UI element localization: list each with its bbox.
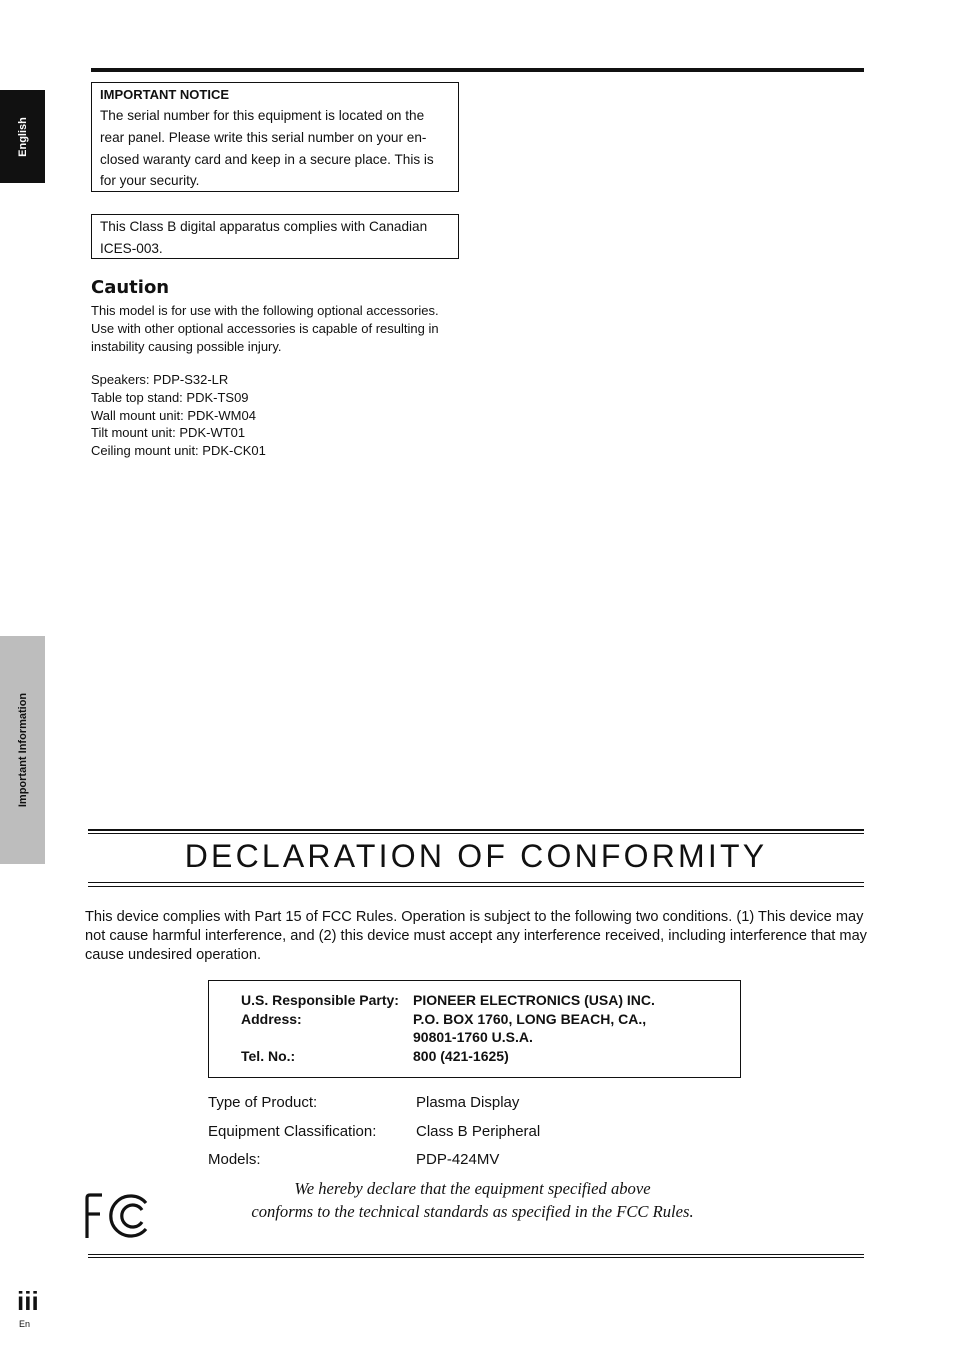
page-number: iii [17, 1286, 39, 1316]
language-tab [0, 90, 45, 183]
important-notice-line: The serial number for this equipment is located on the [100, 108, 425, 123]
important-notice-line: for your security. [100, 173, 200, 189]
party-label: Tel. No.: [241, 1047, 296, 1064]
spec-row [208, 1092, 540, 1121]
caution-text [91, 302, 463, 355]
section-tab [0, 636, 45, 864]
accessory-item: Wall mount unit: PDK-WM04 [91, 407, 256, 423]
accessory-item: Speakers: PDP-S32-LR [91, 372, 229, 387]
spec-row [208, 1121, 540, 1150]
caution-heading: Caution [91, 277, 170, 298]
spec-value: Plasma Display [416, 1094, 520, 1111]
important-notice-title: IMPORTANT NOTICE [100, 87, 230, 102]
party-value: P.O. BOX 1760, LONG BEACH, CA., [413, 1010, 647, 1027]
party-label: U.S. Responsible Party: [241, 992, 399, 1008]
responsible-party-box [208, 980, 741, 1078]
top-rule [91, 68, 864, 72]
party-row [241, 991, 713, 1010]
fcc-statement-line: We hereby declare that the equipment specified above [294, 1179, 651, 1198]
declaration-rule [88, 833, 864, 834]
party-row [241, 1028, 713, 1047]
accessory-item: Ceiling mount unit: PDK-CK01 [91, 443, 266, 459]
party-label [241, 1028, 413, 1047]
declaration-title: DECLARATION OF CONFORMITY [184, 838, 768, 874]
spec-label: Models: [208, 1151, 261, 1168]
caution-line: instability causing possible injury. [91, 338, 282, 354]
page-language-code: En [19, 1319, 31, 1329]
important-notice-line: rear panel. Please write this serial number on your en- [100, 129, 427, 145]
party-row [241, 1010, 713, 1029]
accessories-list [91, 371, 266, 460]
party-value: PIONEER ELECTRONICS (USA) INC. [413, 992, 655, 1008]
party-value: 90801-1760 U.S.A. [413, 1029, 533, 1045]
canadian-notice-line: ICES-003. [100, 240, 163, 256]
fcc-statement [200, 1177, 745, 1223]
canadian-notice-line: This Class B digital apparatus complies with Canadian [100, 219, 428, 234]
canadian-notice-box [91, 214, 459, 259]
bottom-rule [88, 1254, 864, 1255]
spec-value: PDP-424MV [416, 1151, 500, 1168]
spec-label: Equipment Classification: [208, 1122, 377, 1140]
party-value: 800 (421-1625) [413, 1047, 509, 1064]
spec-value: Class B Peripheral [416, 1122, 541, 1140]
declaration-rule [88, 882, 864, 883]
party-row [241, 1047, 713, 1066]
declaration-rule [88, 886, 864, 887]
declaration-rule [88, 829, 864, 831]
spec-row [208, 1149, 540, 1178]
caution-line: This model is for use with the following optional accessories. [91, 303, 439, 318]
fcc-logo-icon [84, 1192, 154, 1240]
section-tab-label: Important Information [16, 692, 29, 808]
product-specs [208, 1092, 540, 1178]
spec-label: Type of Product: [208, 1094, 318, 1111]
party-label: Address: [241, 1010, 302, 1027]
bottom-rule [88, 1257, 864, 1258]
caution-line: Use with other optional accessories is capable of resulting in [91, 320, 439, 336]
important-notice-box [91, 82, 459, 192]
accessory-item: Tilt mount unit: PDK-WT01 [91, 425, 246, 441]
declaration-body: This device complies with Part 15 of FCC Rules. Operation is subject to the following two conditions. (1) This device may not cause harmful interference, and (2) this device must accept any interference received, including interference that may cause undesired operation. [85, 909, 867, 963]
responsible-party-grid [241, 991, 713, 1065]
accessory-item: Table top stand: PDK-TS09 [91, 389, 249, 405]
fcc-statement-line: conforms to the technical standards as specified in the FCC Rules. [251, 1202, 694, 1221]
language-tab-label: English [16, 116, 29, 157]
important-notice-line: closed waranty card and keep in a secure place. This is [100, 151, 434, 167]
